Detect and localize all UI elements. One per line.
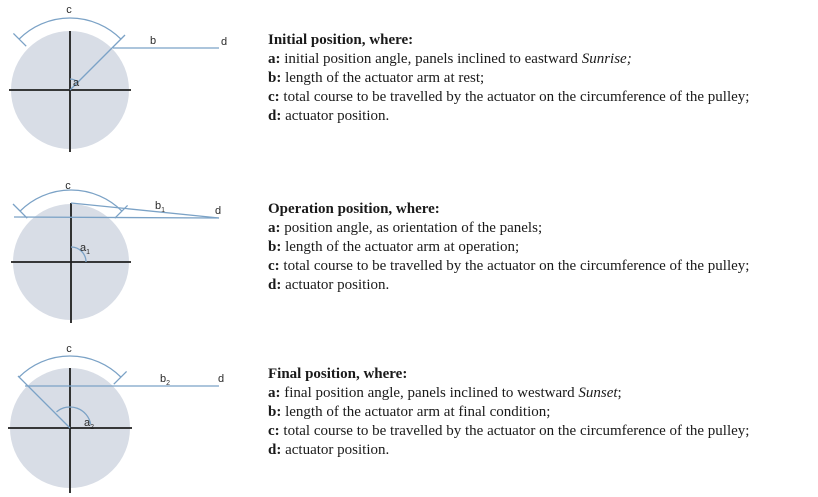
definition-line-c: [268, 88, 749, 107]
definition-line-b: [268, 69, 749, 88]
definition-line-c: [268, 422, 749, 441]
term-tail: ;: [617, 385, 622, 401]
definition-line-b: [268, 238, 749, 257]
term-text: total course to be travelled by the actuator on the circumference of the pulley;: [279, 258, 750, 274]
term-text: total course to be travelled by the actuator on the circumference of the pulley;: [279, 423, 750, 439]
definition-line-a: [268, 50, 749, 69]
final-position-description: [268, 365, 749, 460]
label-d: d: [215, 205, 222, 217]
term-text: length of the actuator arm at operation;: [281, 239, 520, 255]
label-b: $b_1$: [154, 200, 166, 214]
operation-position-description: [268, 200, 749, 295]
term-key: a:: [268, 51, 281, 67]
term-text: actuator position.: [281, 277, 390, 293]
term-text: length of the actuator arm at final condition;: [281, 404, 551, 420]
label-b: $b_2$: [159, 373, 171, 387]
term-text: length of the actuator arm at rest;: [281, 70, 485, 86]
term-key: d:: [268, 277, 282, 293]
term-emphasis: Sunrise;: [581, 51, 632, 67]
definition-line-d: [268, 441, 749, 460]
term-text: final position angle, panels inclined to westward: [280, 385, 579, 401]
definition-line-a: [268, 219, 749, 238]
term-key: b:: [268, 70, 282, 86]
term-key: c:: [268, 89, 280, 105]
definition-line-b: [268, 403, 749, 422]
definition-line-d: [268, 107, 749, 126]
initial-position-description: [268, 31, 749, 126]
section-heading: Final position, where:: [268, 366, 408, 382]
diagram-final-position: [0, 335, 240, 497]
label-d: d: [218, 373, 225, 385]
label-a: a: [73, 77, 80, 89]
term-text: initial position angle, panels inclined to eastward: [280, 51, 582, 67]
term-text: actuator position.: [281, 442, 390, 458]
term-key: d:: [268, 442, 282, 458]
term-key: b:: [268, 404, 282, 420]
section-heading: Operation position, where:: [268, 201, 440, 217]
diagram-initial-position: [0, 0, 240, 165]
term-key: a:: [268, 385, 281, 401]
label-a: $a_1$: [80, 242, 91, 256]
label-d: d: [221, 36, 228, 48]
diagram-operation-position: [0, 165, 240, 335]
label-c: c: [66, 343, 72, 355]
section-heading: Initial position, where:: [268, 32, 414, 48]
definition-line-d: [268, 276, 749, 295]
arc-tick-right: [114, 371, 127, 384]
term-text: total course to be travelled by the actuator on the circumference of the pulley;: [279, 89, 750, 105]
label-c: c: [65, 180, 71, 192]
term-emphasis: Sunset: [578, 385, 618, 401]
term-key: c:: [268, 423, 280, 439]
label-c: c: [66, 4, 72, 16]
definition-line-c: [268, 257, 749, 276]
term-key: d:: [268, 108, 282, 124]
definition-line-a: [268, 384, 749, 403]
label-b: b: [149, 35, 157, 47]
term-key: b:: [268, 239, 282, 255]
term-key: a:: [268, 220, 281, 236]
term-key: c:: [268, 258, 280, 274]
term-text: position angle, as orientation of the panels;: [280, 220, 543, 236]
term-text: actuator position.: [281, 108, 390, 124]
label-a: $a_2$: [84, 417, 95, 431]
arc-tick-left: [13, 33, 26, 46]
